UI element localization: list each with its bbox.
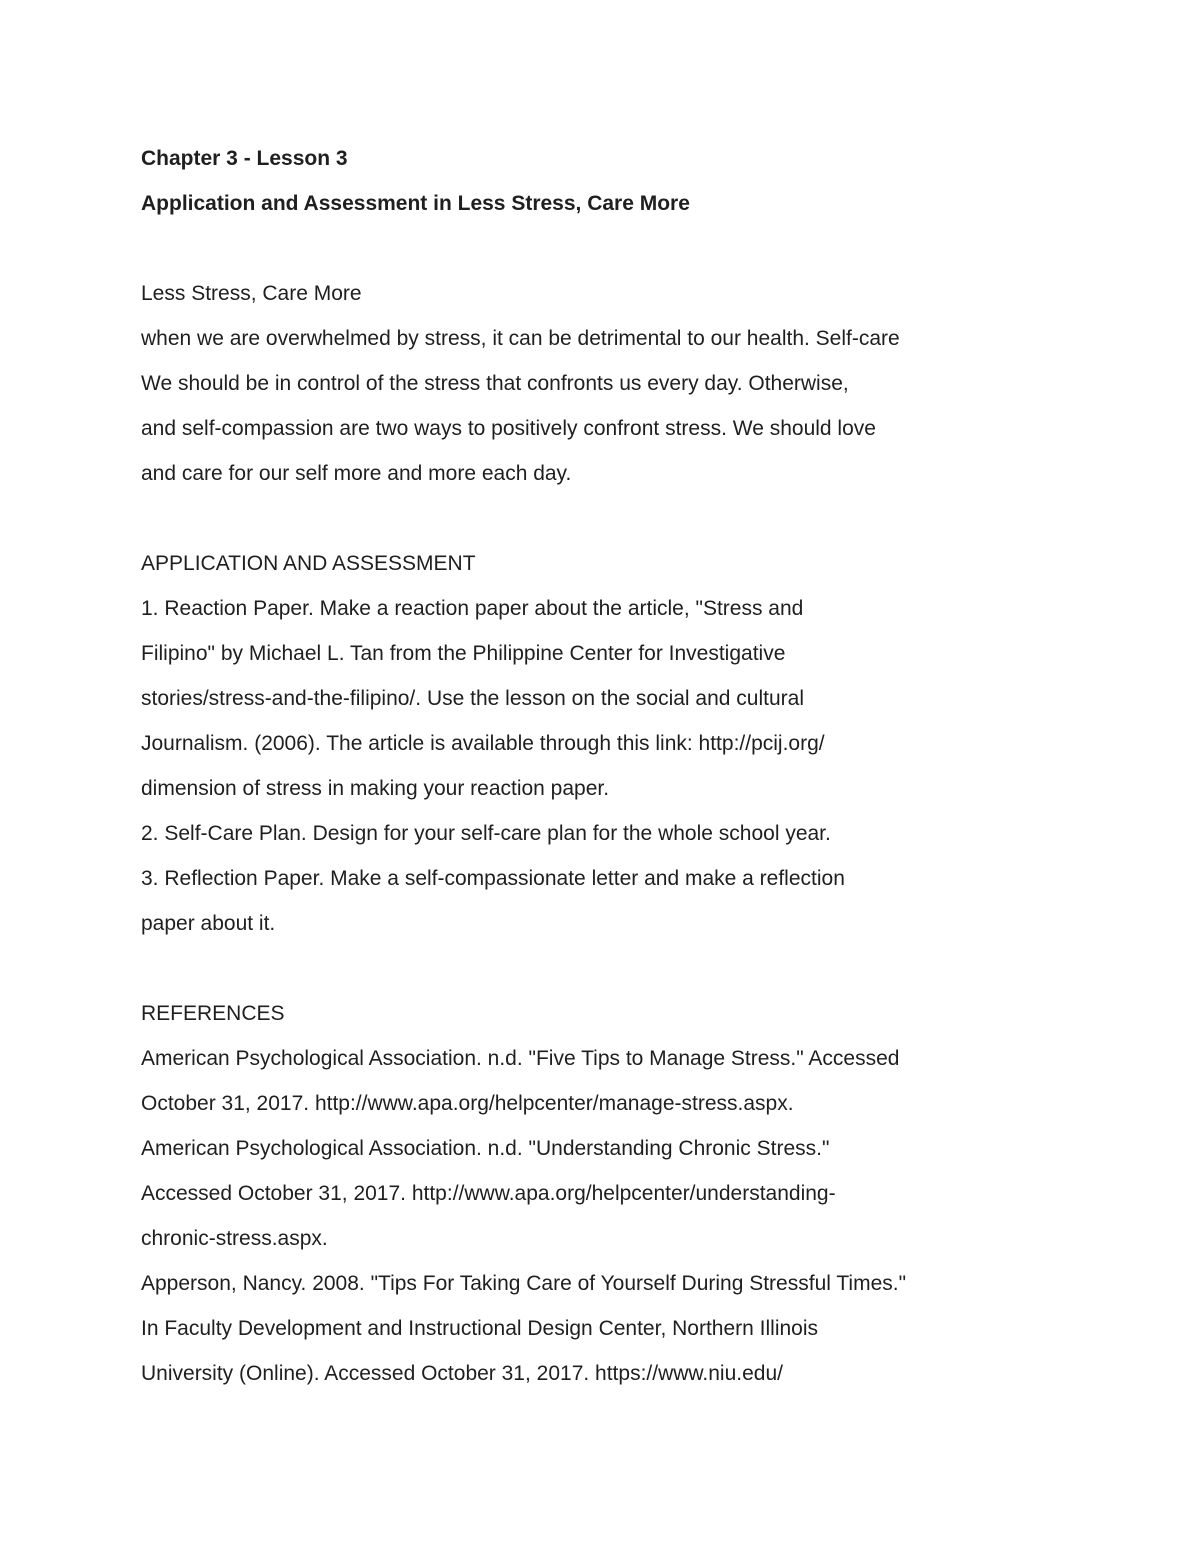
spacer — [141, 496, 1041, 541]
assessment-section — [141, 541, 1041, 946]
assessment-line: Filipino" by Michael L. Tan from the Philippine Center for Investigative — [141, 642, 786, 665]
references-section — [141, 991, 1041, 1396]
assessment-line: Journalism. (2006). The article is available through this link: http://pcij.org/ — [141, 732, 825, 755]
intro-line: and care for our self more and more each day. — [141, 462, 572, 485]
reference-line: American Psychological Association. n.d. "Understanding Chronic Stress." — [141, 1137, 830, 1160]
intro-line: We should be in control of the stress that confronts us every day. Otherwise, — [141, 372, 849, 395]
reference-line: Accessed October 31, 2017. http://www.apa.org/helpcenter/understanding- — [141, 1182, 836, 1205]
reference-line: In Faculty Development and Instructional Design Center, Northern Illinois — [141, 1317, 819, 1340]
intro-section — [141, 271, 1041, 496]
intro-line: when we are overwhelmed by stress, it can be detrimental to our health. Self-care — [141, 327, 900, 350]
spacer — [141, 226, 1041, 271]
spacer — [141, 946, 1041, 991]
intro-line: and self-compassion are two ways to positively confront stress. We should love — [141, 417, 876, 440]
reference-line: chronic-stress.aspx. — [141, 1227, 328, 1250]
assessment-line: 1. Reaction Paper. Make a reaction paper about the article, "Stress and — [141, 597, 804, 620]
reference-line: Apperson, Nancy. 2008. "Tips For Taking Care of Yourself During Stressful Times." — [141, 1272, 907, 1295]
references-heading: REFERENCES — [141, 1002, 285, 1025]
assessment-line: paper about it. — [141, 912, 276, 935]
reference-line: University (Online). Accessed October 31, 2017. https://www.niu.edu/ — [141, 1362, 783, 1385]
chapter-heading: Chapter 3 - Lesson 3 — [141, 147, 348, 170]
assessment-line: 3. Reflection Paper. Make a self-compassionate letter and make a reflection — [141, 867, 845, 890]
reference-line: October 31, 2017. http://www.apa.org/helpcenter/manage-stress.aspx. — [141, 1092, 794, 1115]
document-body — [141, 136, 1041, 1396]
assessment-heading: APPLICATION AND ASSESSMENT — [141, 552, 476, 575]
lesson-title: Application and Assessment in Less Stress, Care More — [141, 192, 690, 215]
assessment-line: dimension of stress in making your reaction paper. — [141, 777, 610, 800]
reference-line: American Psychological Association. n.d. "Five Tips to Manage Stress." Accessed — [141, 1047, 900, 1070]
assessment-line: stories/stress-and-the-filipino/. Use the lesson on the social and cultural — [141, 687, 804, 710]
intro-heading: Less Stress, Care More — [141, 282, 362, 305]
assessment-line: 2. Self-Care Plan. Design for your self-care plan for the whole school year. — [141, 822, 831, 845]
